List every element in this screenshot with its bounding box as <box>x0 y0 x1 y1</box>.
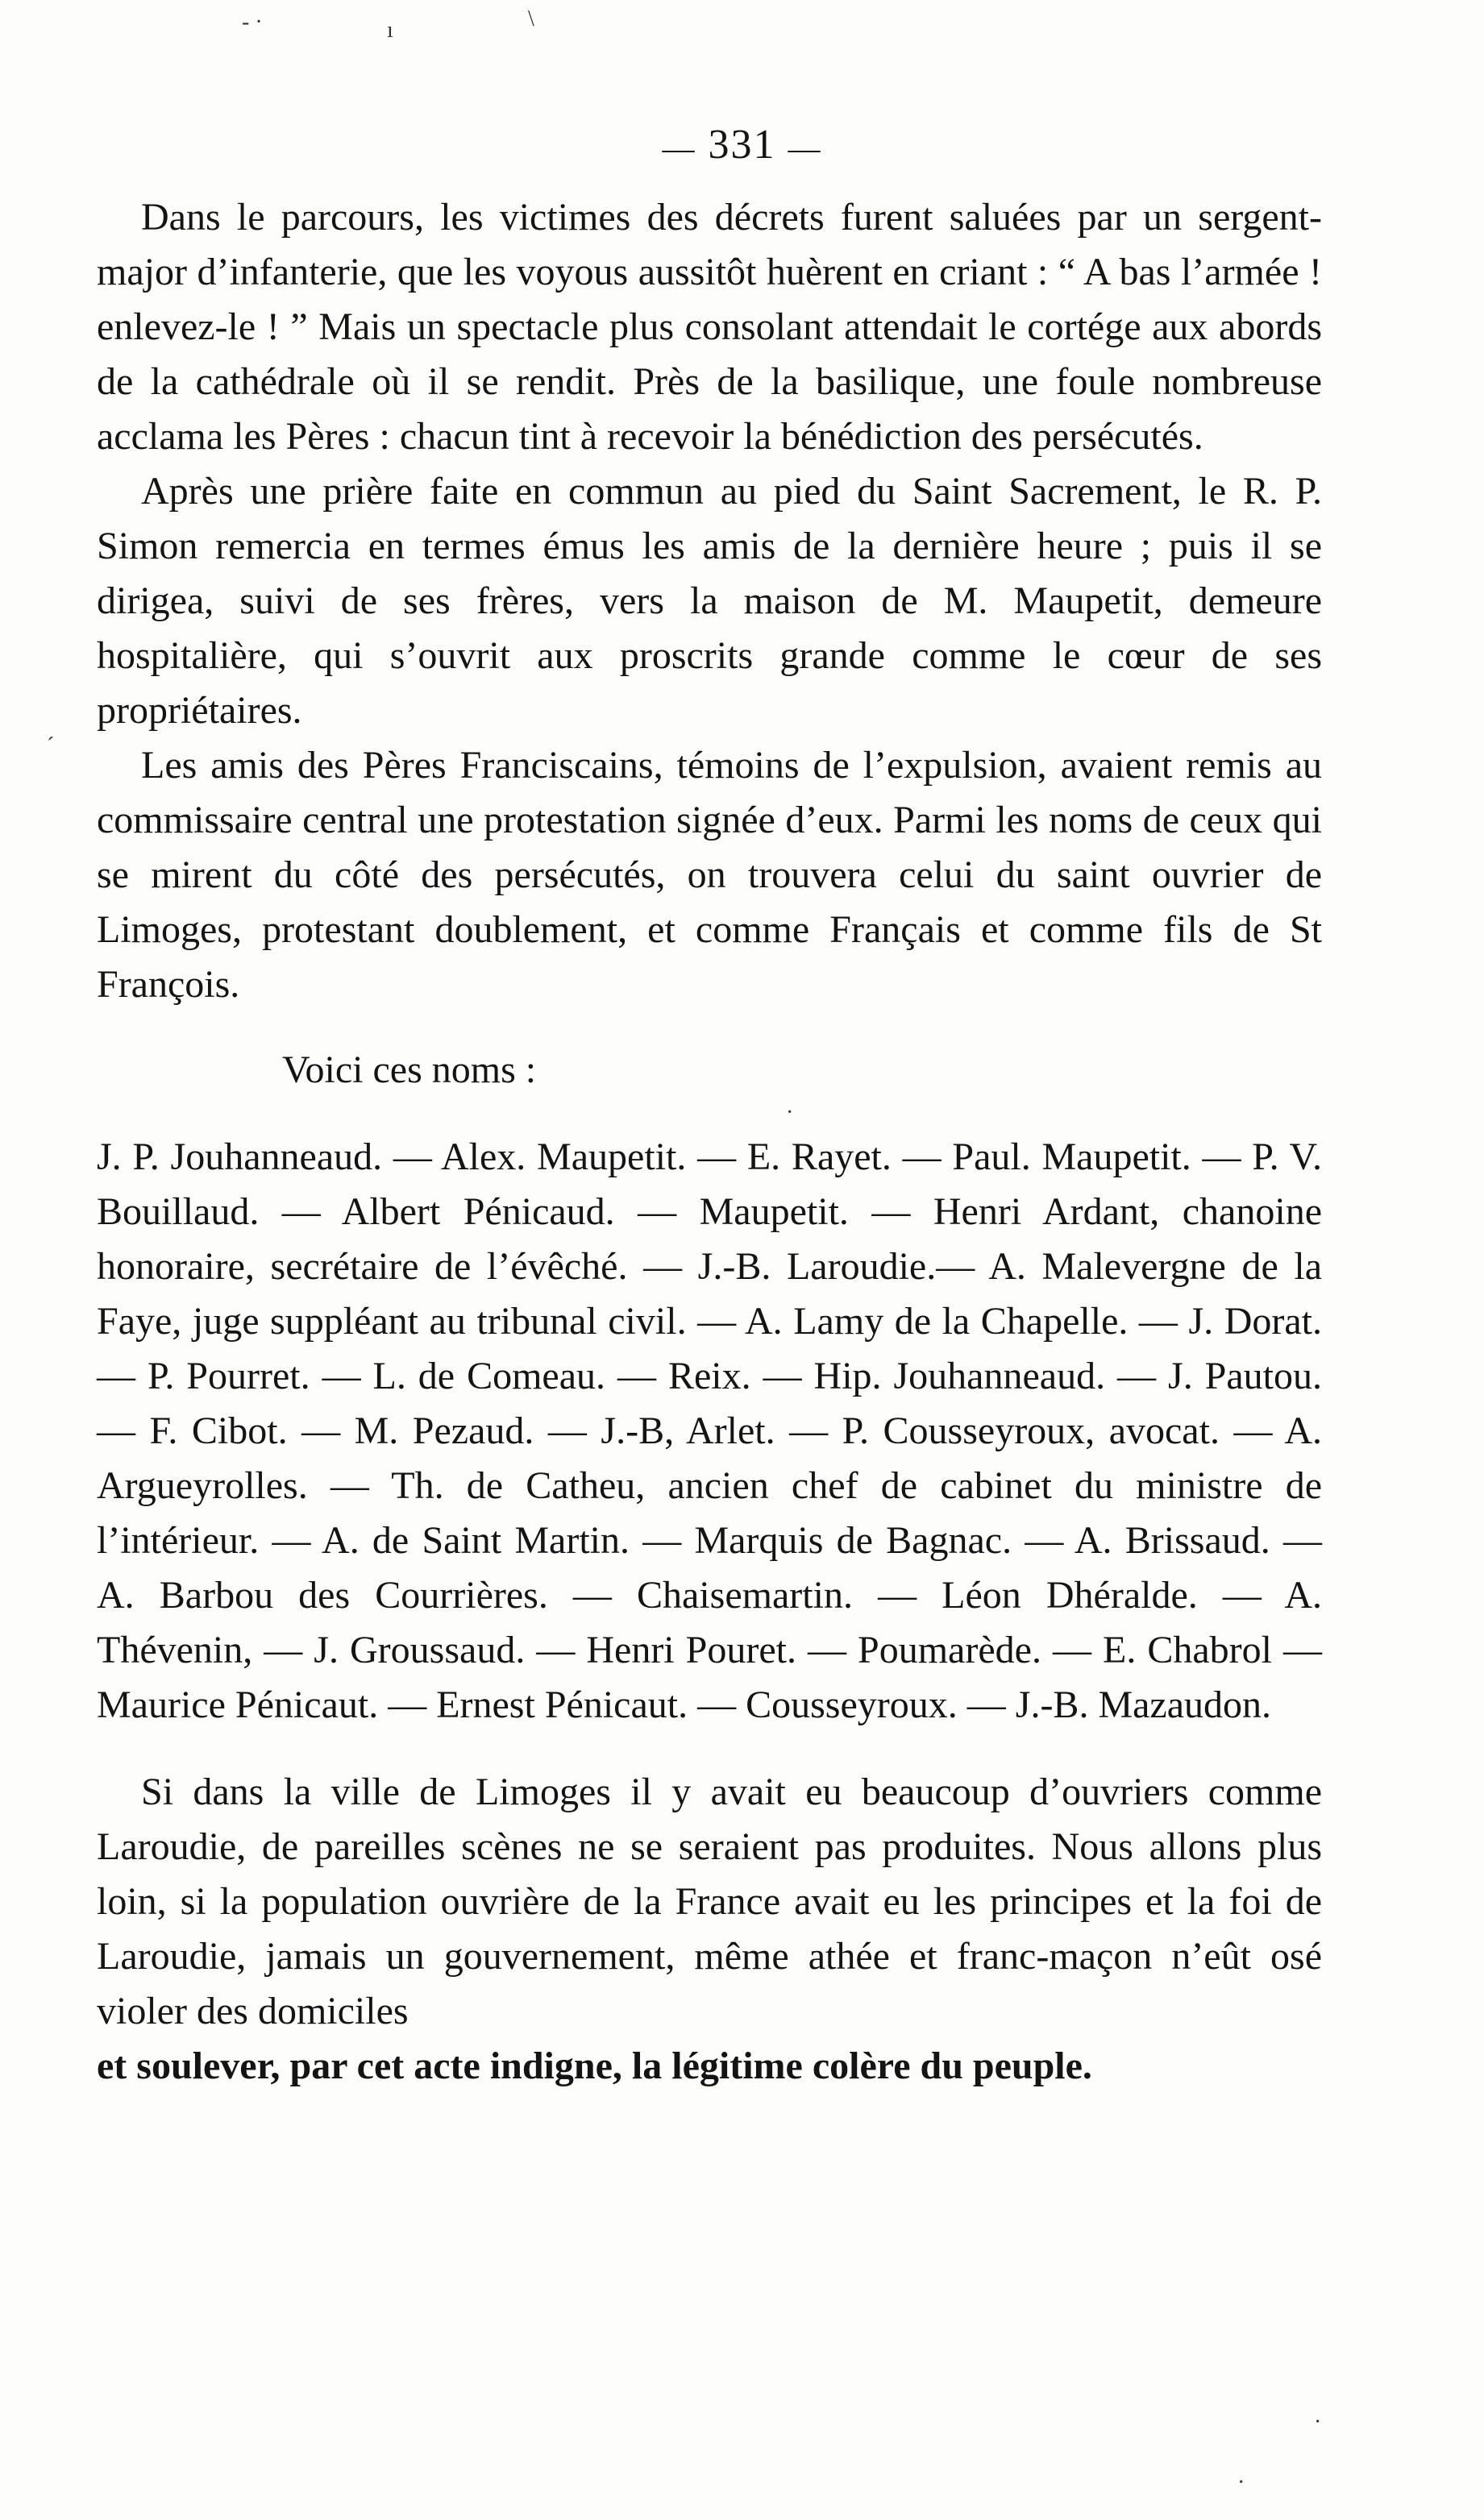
page-number-dash-right: — <box>788 130 822 167</box>
names-heading: Voici ces noms : <box>282 1048 537 1091</box>
print-speck: - · <box>242 10 263 35</box>
closing-paragraph-main: Si dans la ville de Limoges il y avait eu beaucoup d’ouvriers comme Laroudie, de pareilles scènes ne se seraient pas produites. Nous allons plus loin, si la population ouvrière de la France avait eu les principes et la foi de Laroudie, jamais un gouvernement, même athée et franc-maçon n’eût osé violer des domiciles <box>97 1771 1322 2032</box>
closing-paragraph-last-line: et soulever, par cet acte indigne, la légitime colère du peuple. <box>97 2045 1092 2087</box>
page-number-value: 331 <box>708 122 776 168</box>
print-speck: · <box>1314 2410 1322 2435</box>
paragraph-2: Après une prière faite en commun au pied du Saint Sacrement, le R. P. Simon remercia en termes émus les amis de la dernière heure ; puis il se dirigea, suivi de ses frères, vers la maison de M. Maupetit, demeure hospitalière, qui s’ouvrit aux proscrits grande comme le cœur de ses propriétaires. <box>97 470 1322 732</box>
closing-paragraph <box>97 1765 1322 2094</box>
paragraph-1: Dans le parcours, les victimes des décrets furent saluées par un sergent-major d’infanterie, que les voyous aussitôt huèrent en criant : “ A bas l’armée ! enlevez-le ! ” Mais un spectacle plus consolant attendait le cortége aux abords de la cathédrale où il se rendit. Près de la basilique, une foule nombreuse acclama les Pères : chacun tint à recevoir la bénédiction des persécutés. <box>97 196 1322 458</box>
print-speck: \ <box>528 6 534 31</box>
paragraph-3: Les amis des Pères Franciscains, témoins de l’expulsion, avaient remis au commissaire central une protestation signée d’eux. Parmi les noms de ceux qui se mirent du côté des persécutés, on trouvera celui du saint ouvrier de Limoges, protestant doublement, et comme Français et comme fils de St François. <box>97 744 1322 1006</box>
print-speck: · <box>786 1100 794 1125</box>
names-paragraph: J. P. Jouhanneaud. — Alex. Maupetit. — E. Rayet. — Paul. Maupetit. — P. V. Bouillaud. — Albert Pénicaud. — Maupetit. — Henri Ardant, chanoine honoraire, secrétaire de l’évêché. — J.-B. Laroudie.— A. Malevergne de la Faye, juge suppléant au tribunal civil. — A. Lamy de la Chapelle. — J. Dorat. — P. Pourret. — L. de Comeau. — Reix. — Hip. Jouhanneaud. — J. Pautou. — F. Cibot. — M. Pezaud. — J.-B, Arlet. — P. Cousseyroux, avocat. — A. Argueyrolles. — Th. de Catheu, ancien chef de cabinet du ministre de l’intérieur. — A. de Saint Martin. — Marquis de Bagnac. — A. Brissaud. — A. Barbou des Courrières. — Chaisemartin. — Léon Dhéralde. — A. Thévenin, — J. Groussaud. — Henri Pouret. — Poumarède. — E. Chabrol — Maurice Pénicaut. — Ernest Pénicaut. — Cousseyroux. — J.-B. Mazaudon. <box>97 1135 1322 1726</box>
page-number <box>0 121 1484 168</box>
page-number-dash-left: — <box>662 130 696 167</box>
print-speck: ı <box>387 18 393 43</box>
print-speck: · <box>1237 2470 1245 2495</box>
opening-paragraphs <box>97 190 1322 1012</box>
print-speck: ´ <box>47 733 55 758</box>
names-list <box>97 1130 1322 1733</box>
